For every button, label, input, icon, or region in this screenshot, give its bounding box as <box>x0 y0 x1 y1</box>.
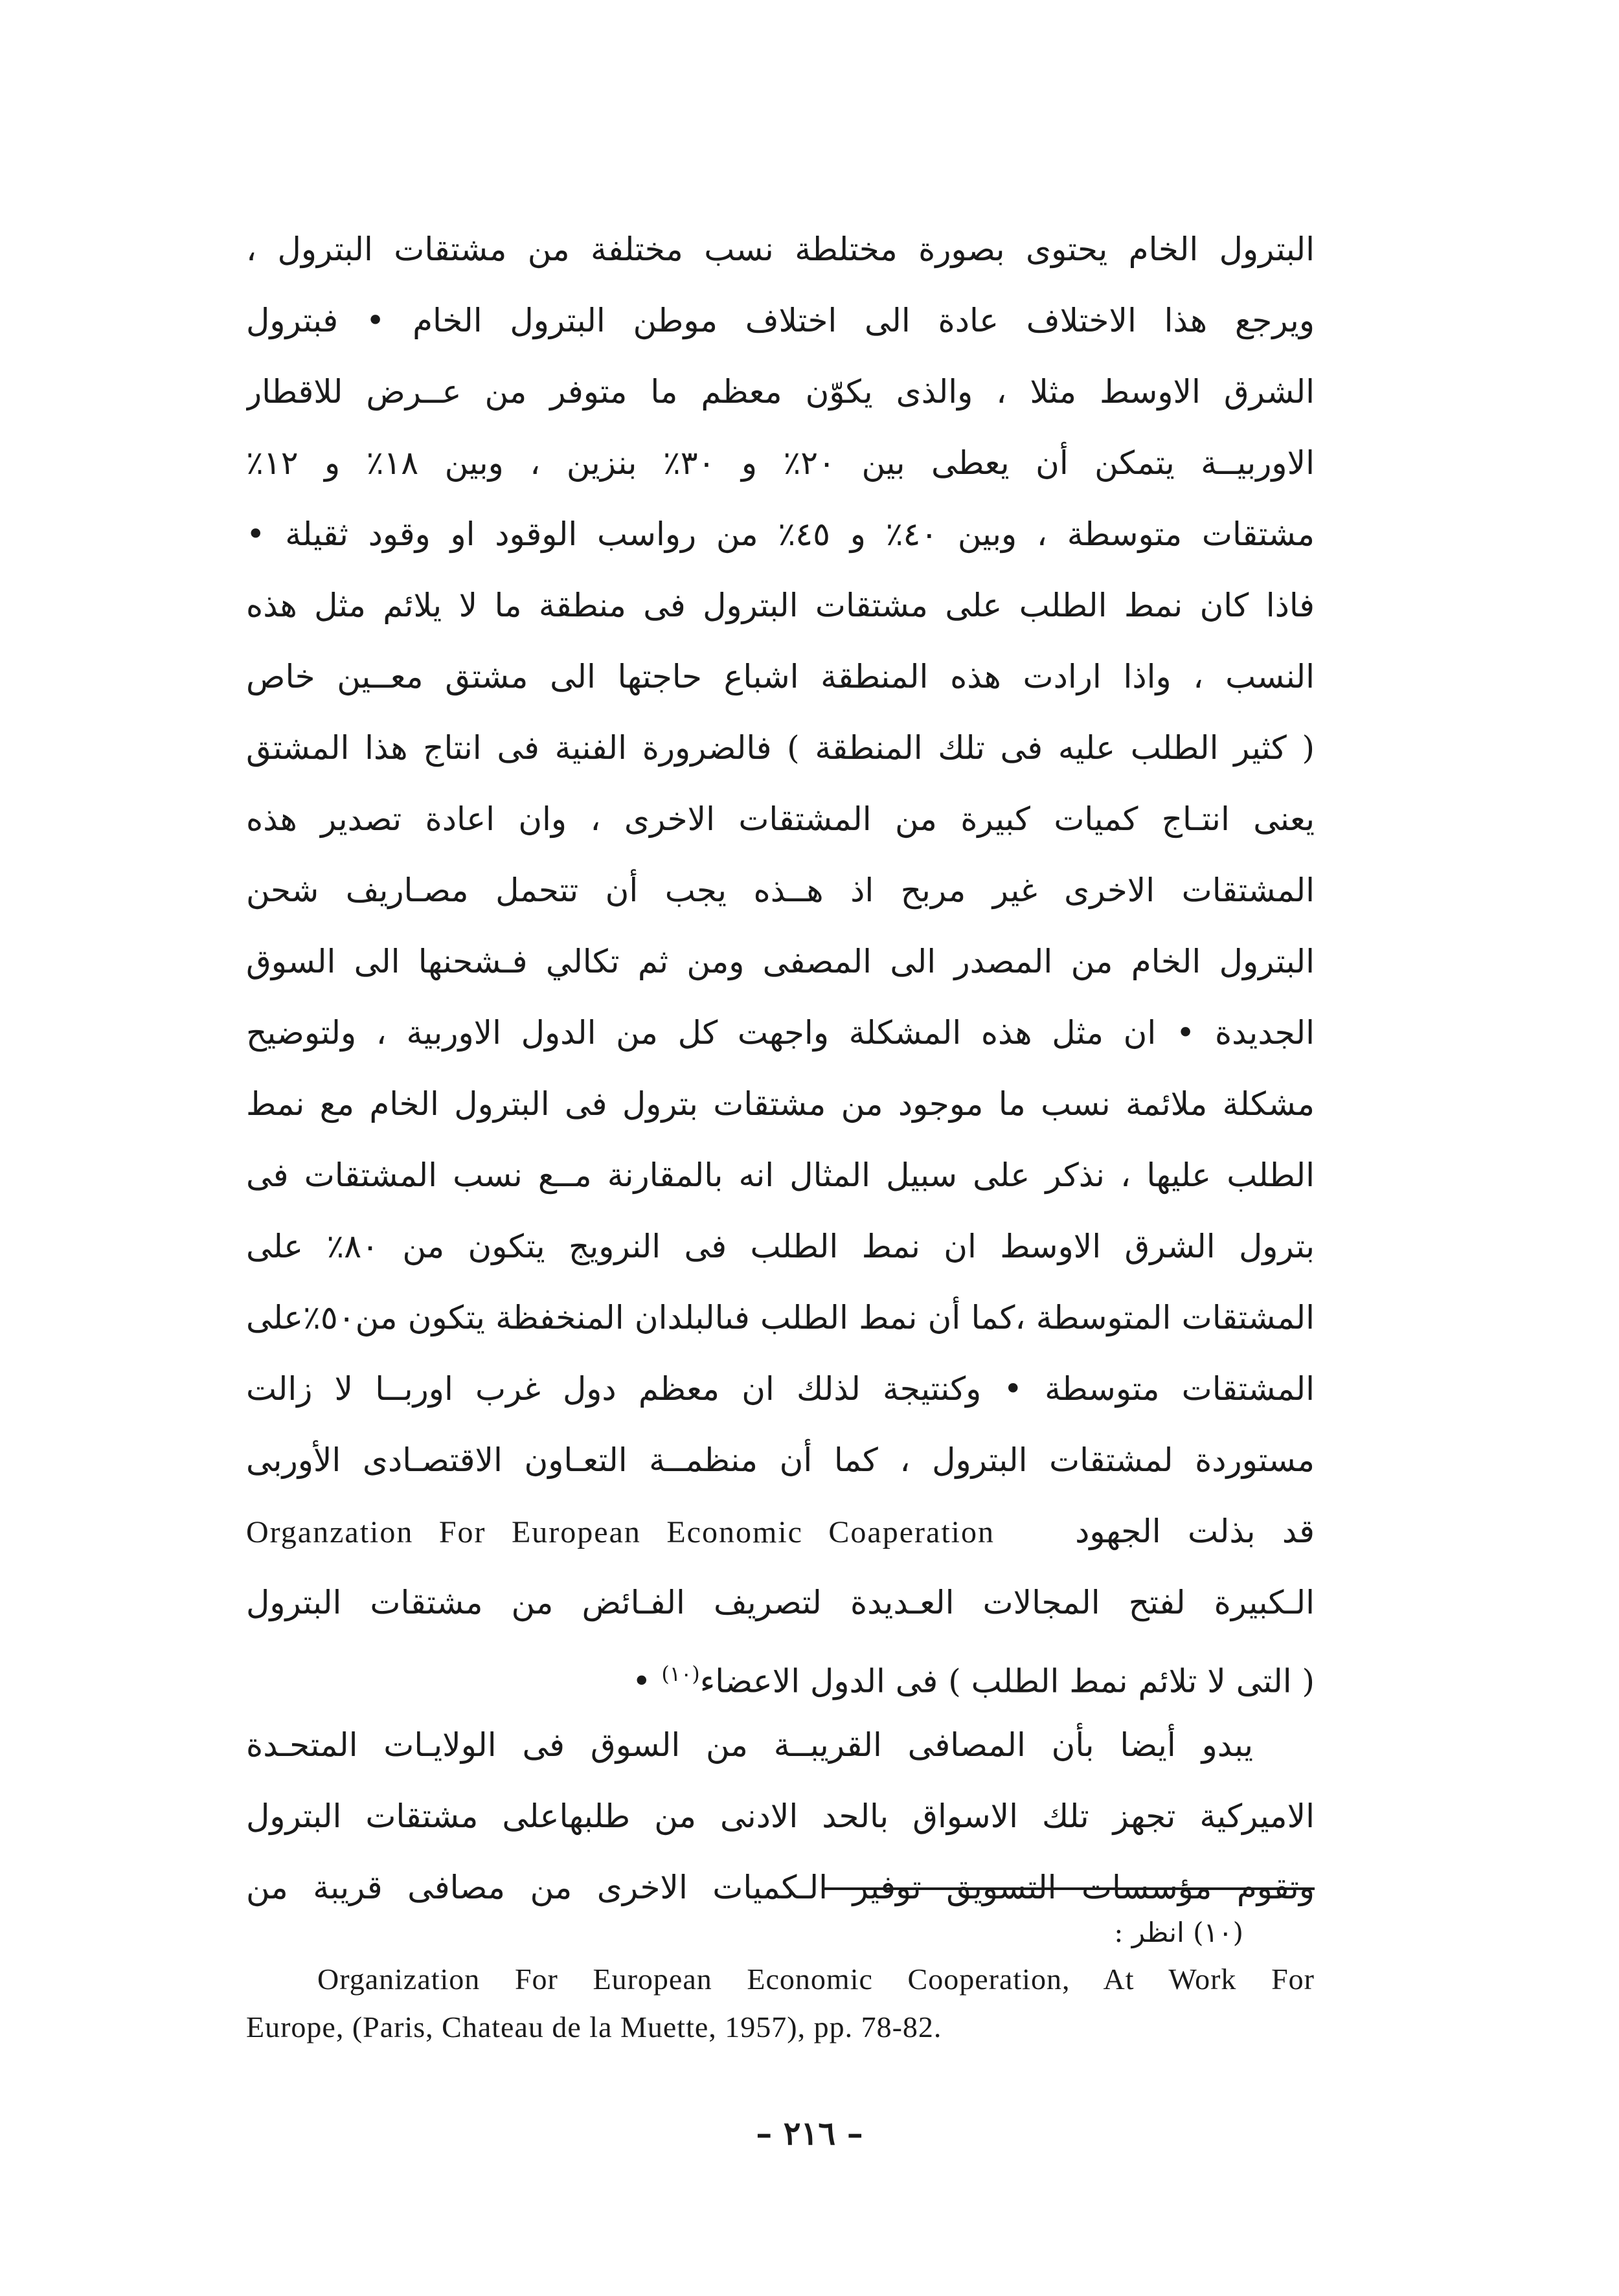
text-line: الشرق الاوسط مثلا ، والذى يكوّن معظم ما متوفر من عــرض للاقطار <box>246 373 1315 411</box>
footnote <box>246 1910 1315 2051</box>
text-line: بترول الشرق الاوسط ان نمط الطلب فى النرويج يتكون من ٨٠٪ على <box>246 1228 1315 1265</box>
text-line: الطلب عليها ، نذكر على سبيل المثال انه بالمقارنة مــع نسب المشتقات فى <box>246 1156 1315 1194</box>
body-text <box>246 214 1315 1923</box>
text-line: الاميركية تجهز تلك الاسواق بالحد الادنى من طلبهاعلى مشتقات البترول <box>246 1797 1315 1835</box>
text-line: الاوربيــة يتمكن أن يعطى بين ٢٠٪ و ٣٠٪ بنزين ، وبين ١٨٪ و ١٢٪ <box>246 444 1315 482</box>
footnote-reference: (١٠) <box>661 1661 700 1686</box>
arabic-fragment: قد بذلت الجهود <box>1075 1513 1315 1550</box>
text-line: ويرجع هذا الاختلاف عادة الى اختلاف موطن البترول الخام • فبترول <box>246 302 1315 339</box>
arabic-fragment: ( التى لا تلائم نمط الطلب ) فى الدول الاعضاء <box>699 1662 1315 1700</box>
citation-line: Organization For European Economic Cooperation, At Work For <box>317 1963 1315 1996</box>
text-line: الجديدة • ان مثل هذه المشكلة واجهت كل من الدول الاوربية ، ولتوضيح <box>246 1014 1315 1052</box>
text-line: يعنى انتـاج كميات كبيرة من المشتقات الاخرى ، وان اعادة تصدير هذه <box>246 800 1315 838</box>
text-line: مستوردة لمشتقات البترول ، كما أن منظمــة التعـاون الاقتصـادى الأوربى <box>246 1441 1315 1479</box>
text-line: الـكبيرة لفتح المجالات العـديدة لتصريف الفـائض من مشتقات البترول <box>246 1584 1315 1621</box>
page-number: – ٢١٦ – <box>756 2114 863 2152</box>
text-line: المشتقات المتوسطة ،كما أن نمط الطلب فىالبلدان المنخفظة يتكون من٥٠٪على <box>246 1299 1315 1336</box>
text-line: مشتقات متوسطة ، وبين ٤٠٪ و ٤٥٪ من رواسب الوقود او وقود ثقيلة • <box>246 515 1315 553</box>
paragraph-first-line: يبدو أيضا بأن المصافى القريبــة من السوق فى الولايـات المتحـدة <box>246 1726 1253 1764</box>
text-line: البترول الخام يحتوى بصورة مختلطة نسب مختلفة من مشتقات البترول ، <box>246 231 1315 268</box>
text-line: وتقوم مؤسسات التسويق توفير الـكميات الاخرى من مصافى قريبة من <box>246 1869 1315 1906</box>
footnote-citation <box>246 1955 1315 2051</box>
text-line: المشتقات الاخرى غير مربح اذ هــذه يجب أن تتحمل مصـاريف شحن <box>246 872 1315 909</box>
citation-line: Europe, (Paris, Chateau de la Muette, 1957), pp. 78-82. <box>246 2010 942 2043</box>
paragraph-last-line <box>246 1638 1315 1709</box>
footnote-divider <box>822 1887 1315 1890</box>
text-line: فاذا كان نمط الطلب على مشتقات البترول فى منطقة ما لا يلائم مثل هذه <box>246 587 1315 624</box>
text-line: المشتقات متوسطة • وكنتيجة لذلك ان معظم دول غرب اوربــا لا زالت <box>246 1370 1315 1408</box>
sentence-end-mark: • <box>632 1662 662 1700</box>
text-line: ( كثير الطلب عليه فى تلك المنطقة ) فالضرورة الفنية فى انتاج هذا المشتق <box>246 729 1315 767</box>
latin-organization-name: Organzation For European Economic Coaperation <box>246 1515 995 1549</box>
text-line-mixed <box>246 1496 1315 1567</box>
text-line: مشكلة ملائمة نسب ما موجود من مشتقات بترول فى البترول الخام مع نمط <box>246 1085 1315 1123</box>
text-line: البترول الخام من المصدر الى المصفى ومن ثم تكالي فـشحنها الى السوق <box>246 943 1315 980</box>
text-line: النسب ، واذا ارادت هذه المنطقة اشباع حاجتها الى مشتق معــين خاص <box>246 658 1315 695</box>
footnote-label: (١٠) انظر : <box>1114 1917 1243 1948</box>
